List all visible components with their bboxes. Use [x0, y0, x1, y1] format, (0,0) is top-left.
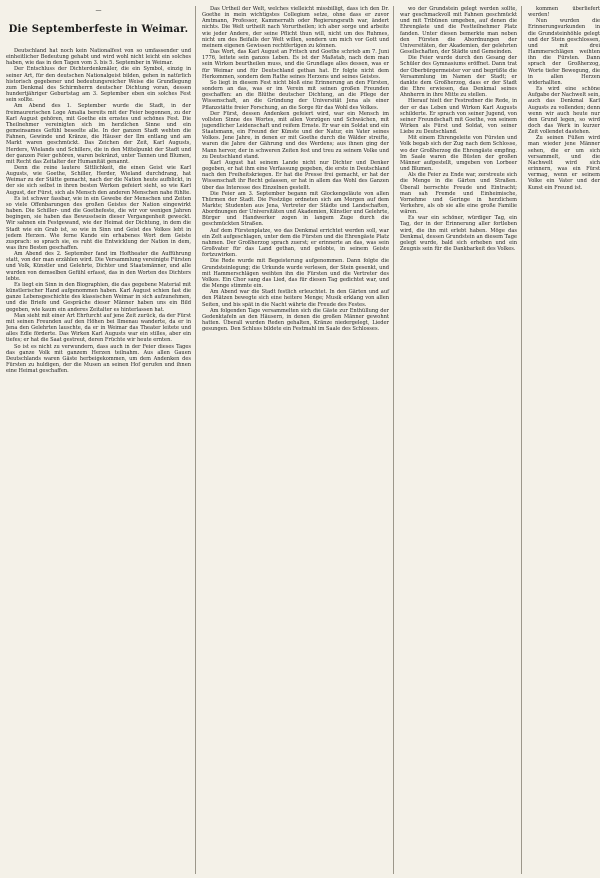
article-column-1 — [6, 6, 196, 874]
paragraph: Als die Feier zu Ende war, zerstreute sich die Menge in die Gärten und Straßen. Überall herrschte Freude und Eintracht; man sah Fremde und Einheimische, Vornehme und Geringe in herzlichem Verkehre, als ob sie alle eine große Familie wären. — [400, 172, 517, 216]
article-title: Die Septemberfeste in Weimar. — [8, 24, 189, 35]
paragraph: Karl August hat seinem Lande nicht nur Dichter und Denker gegeben, er hat ihm eine Verfassung gegeben, die erste in Deutschland nach den Freiheitskriegen. Er hat die Presse frei gemacht, er hat der Wissenschaft ihr Recht gelassen, er hat in allem das Wohl des Ganzen über das Interesse des Einzelnen gestellt. — [202, 159, 389, 191]
paragraph: Deutschland hat noch kein Nationalfest von so umfassender und einheitlicher Bedeutung gehabt und wird wohl nicht leicht ein solches haben, wie das in den Tagen vom 3. bis 5. September in Weimar. — [6, 48, 191, 67]
paragraph: Die Feier wurde durch den Gesang der Schüler des Gymnasiums eröffnet. Dann trat der Oberbürgermeister vor und begrüßte die Versammlung im Namen der Stadt; er dankte dem Großherzog, dass er der Stadt die Ehre erwiesen, das Denkmal seines Ahnherrn in ihre Mitte zu stellen. — [400, 55, 517, 99]
paragraph: Am folgenden Tage versammelten sich die Gäste zur Enthüllung der Gedenktafeln an den Häusern, in denen die großen Männer gewohnt hatten. Überall wurden Reden gehalten, Kränze niedergelegt, Lieder gesungen. Den Schluss bildete ein Festmahl im Saale des Schlosses. — [202, 307, 389, 333]
column-text — [202, 6, 389, 332]
paragraph: Es wird eine schöne Aufgabe der Nachwelt sein, auch das Denkmal Karl Augusts zu vollenden; denn wenn wir auch heute nur den Grund legen, so wird doch das Werk in kurzer Zeit vollendet dastehen. — [528, 86, 600, 136]
paragraph: Es war ein schöner, würdiger Tag, ein Tag, der in der Erinnerung aller fortleben wird, die ihn mit erlebt haben. Möge das Denkmal, dessen Grundstein an diesem Tage gelegt wurde, bald sich erheben und ein Zeugnis sein für die Dankbarkeit des Volkes. — [400, 215, 517, 253]
paragraph: Auf dem Fürstenplatze, wo das Denkmal errichtet werden soll, war ein Zelt aufgeschlagen, unter dem die Fürsten und die Ehrengäste Platz nahmen. Der Großherzog sprach zuerst; er erinnerte an das, was sein Großvater für das Land gethan, und gelobte, in seinem Geiste fortzuwirken. — [202, 227, 389, 259]
paragraph: wo der Grundstein gelegt werden sollte, war geschmackvoll mit Fahnen geschmückt und mit Tribünen umgeben, auf denen die Ehrengäste und die Festteilnehmer Platz fanden. Unter diesen bemerkte man neben den Fürsten die Abordnungen der Universitäten, der Akademien, der gelehrten Gesellschaften, der Städte und Gemeinden. — [400, 6, 517, 56]
paragraph: Hierauf hielt der Festredner die Rede, in der er das Leben und Wirken Karl Augusts schilderte. Er sprach von seiner Jugend, von seiner Freundschaft mit Goethe, von seinem Wirken als Fürst und Soldat, von seiner Liebe zu Deutschland. — [400, 98, 517, 136]
paragraph: Nun wurden die Erinnerungsurkunden in die Grundsteinhöhle gelegt und der Stein geschlossen, und mit drei Hammerschlägen weihten ihn die Fürsten. Dann sprach der Großherzog, Worte tiefer Bewegung, die in allen Herzen widerhallten. — [528, 18, 600, 86]
paragraph: Der Fürst, dessen Andenken gefeiert wird, war ein Mensch im vollsten Sinne des Wortes, mit allen Vorzügen und Schwächen, mit jugendlicher Leidenschaft und reifem Ernste. Er war ein Soldat und ein Staatsmann, ein Freund der Künste und der Natur, ein Vater seines Volkes. Jene Jahre, in denen er mit Goethe durch die Wälder streifte, waren die Jahre der Gährung und des Werdens; aus ihnen ging der Mann hervor, der in schweren Zeiten fest und treu zu seinem Volke und zu Deutschland stand. — [202, 110, 389, 160]
article-column-3 — [400, 6, 522, 874]
paragraph: Am Abend des 1. September wurde die Stadt, in der freimaurerischen Loge Amalia bereits mit der Feier begonnen, zu der Karl August gehören, mit Goethe ein ernstes und schönes Fest. Die Theilnehmer vereinigten sich im herzlichen Sinne und ein gemeinsames Gefühl beseelte alle. In der ganzen Stadt wehten die Fahnen, Gewinde und Kränze, die Häuser der Ilm entlang und am Markt waren geschmückt. Das Zeichen der Zeit, Karl Augusts, Herders, Wielands und Schillers, die in den Mittelpunkt der Stadt und der ganzen Feier gehören, waren bekränzt, unter Tannen und Blumen, mit Recht das Zeitalter der Humanität genannt. — [6, 103, 191, 165]
paragraph: kommen überliefert werden! — [528, 6, 600, 19]
paragraph: Es ist schwer fassbar, wie in ein Gewebe der Menschen und Zeiten so viele Offenbarungen des großen Geistes der Nation eingewirkt haben. Die Schiller- und die Goethefeste, die wir vor wenigen Jahren begingen, sie haben das Bewusstsein dieser Vergangenheit geweckt. Wir sahnen ein Festgewand, wie der Heimat der Dichtung, in dem die Stadt wie ein Grab ist, so wie in Sinn und Geist des Volkes lebt in jedem Herzen. Wie ferne Kunde ein erhabenes Wort dem Geiste zusprach: so sprach sie, es ruht die Entwicklung der Nation in dem, was ihre Besten geschaffen. — [6, 195, 191, 251]
column-text — [6, 48, 191, 374]
paragraph: Der Entschluss der Dichterdenkmäler, die ein Symbol, einzig in seiner Art, für den deutschen Nationalgeist bilden, gehen in natürlich historisch gegebener und bedeutungsreicher Weise die Grundlegung zum Denkmal des Schirmherrn deutscher Dichtung voran, dessen hundertjähriger Geburtstag am 3. September eben ein solches Fest sein sollte. — [6, 66, 191, 104]
paragraph: Mit einem Ehrengeleite von Fürsten und Volk begab sich der Zug nach dem Schlosse, wo der Großherzog die Ehrengäste empfing. Im Saale waren die Büsten der großen Männer aufgestellt, umgeben von Lorbeer und Blumen. — [400, 135, 517, 173]
paragraph: Am Abend des 2. September fand im Hoftheater die Aufführung statt, von der man erzählen wird. Die Versammlung vereinigte Fürsten und Volk, Künstler und Gelehrte, Dichter und Staatsmänner, und alle wurden von demselben Gefühl erfasst, das in den Worten des Dichters lebte. — [6, 251, 191, 282]
article-column-2 — [202, 6, 394, 874]
article-column-4 — [528, 6, 600, 874]
column-text — [400, 6, 517, 252]
paragraph: Das Wort, das Karl August an Fritsch und Goethe schrieb am 7. Juni 1776, leitete sein ganzes Leben. Es ist der Maßstab, nach dem man sein Wirken beurtheilen muss, und die Grundlage alles dessen, was er für Weimar und für Deutschland gethan hat. Er folgte nicht dem Herkommen, sondern dem Rathe seines Herzens und seines Geistes. — [202, 49, 389, 80]
paragraph: Es liegt ein Sinn in den Biographien, die das gegebene Material mit künstlerischer Hand aufgenommen haben. Karl August schien fast die ganze Lebensgeschichte des klassischen Weimar in sich aufzunehmen, und die Briefe und Gespräche dieser Männer haben uns ein Bild gegeben, wie kaum ein anderes Zeitalter es hinterlassen hat. — [6, 281, 191, 313]
paragraph: So ist es nicht zu verwundern, dass auch in der Feier dieses Tages das ganze Volk mit ganzem Herzen teilnahm. Aus allen Gauen Deutschlands waren Gäste herbeigekommen, um dem Andenken des Fürsten zu huldigen, der die Musen an seinen Hof gerufen und ihnen eine Heimat geschaffen. — [6, 343, 191, 375]
paragraph: Die Feier am 3. September begann mit Glockengeläute von allen Thürmen der Stadt. Die Festzüge ordneten sich am Morgen auf dem Markte; Studenten aus Jena, Vertreter der Städte und Landschaften, Abordnungen der Universitäten und Akademien, Künstler und Gelehrte, Bürger und Handwerker zogen in langem Zuge durch die geschmückten Straßen. — [202, 190, 389, 228]
section-divider: — — [95, 7, 102, 14]
column-text — [528, 6, 600, 191]
paragraph: Das Urtheil der Welt, welches vielleicht missbilligt, dass ich den Dr. Goethe in mein wichtigstes Collegium setze, ohne dass er zuvor Amtmann, Professor, Kammerrath oder Regierungsrath war, ändert nichts. Die Welt urtheilt nach Vorurtheilen; ich aber sorge und arbeite wie jeder Andere, der seine Pflicht thun will, nicht um des Ruhmes, nicht um des Beifalls der Welt willen, sondern um mich vor Gott und meinem eigenen Gewissen rechtfertigen zu können. — [202, 6, 389, 49]
paragraph: Am Abend war die Stadt festlich erleuchtet. In den Gärten und auf den Plätzen bewegte sich eine heitere Menge; Musik erklang von allen Seiten, und bis spät in die Nacht währte die Freude des Festes. — [202, 289, 389, 308]
paragraph: Zu seinen Füßen wird man wieder jene Männer sehen, die er um sich versammelt, und die Nachwelt wird sich erinnern, was ein Fürst vermag, wenn er seinem Volke ein Vater und der Kunst ein Freund ist. — [528, 135, 600, 191]
paragraph: Die Rede wurde mit Begeisterung aufgenommen. Dann folgte die Grundsteinlegung; die Urkunde wurde verlesen, der Stein gesenkt, und mit Hammerschlägen weihten ihn die Fürsten und die Vertreter des Volkes. Ein Chor sang das Lied, das für diesen Tag gedichtet war, und die Menge stimmte ein. — [202, 258, 389, 290]
paragraph: Denn die reine lautere Sittlichkeit, die einen Geist wie Karl Augusts, wie Goethe, Schiller, Herder, Wieland durchdrang, hat Weimar zu der Stätte gemacht, nach der die Nation heute aufblickt, in der sie sich selbst in ihren besten Werken gefeiert sieht, so wie Karl August, der Fürst, sich als Mensch den anderen Menschen nahe fühlte. — [6, 164, 191, 196]
paragraph: So liegt in diesem Fest nicht bloß eine Erinnerung an den Fürsten, sondern an das, was er im Verein mit seinen großen Freunden geschaffen: an die Blüthe deutscher Dichtung, an die Pflege der Wissenschaft, an die Gründung der Universität Jena als einer Pflanzstätte freier Forschung, an die Sorge für das Wohl des Volkes. — [202, 79, 389, 111]
paragraph: Man sieht mit einer Art Ehrfurcht auf jene Zeit zurück, da der Fürst mit seinen Freunden auf den Höhen bei Ilmenau wanderte, da er in Jena den Gelehrten lauschte, da er in Weimar das Theater leitete und alles Edle förderte. Das Wirken Karl Augusts war ein stilles, aber ein tiefes; er hat die Saat gestreut, deren Früchte wir heute ernten. — [6, 312, 191, 344]
